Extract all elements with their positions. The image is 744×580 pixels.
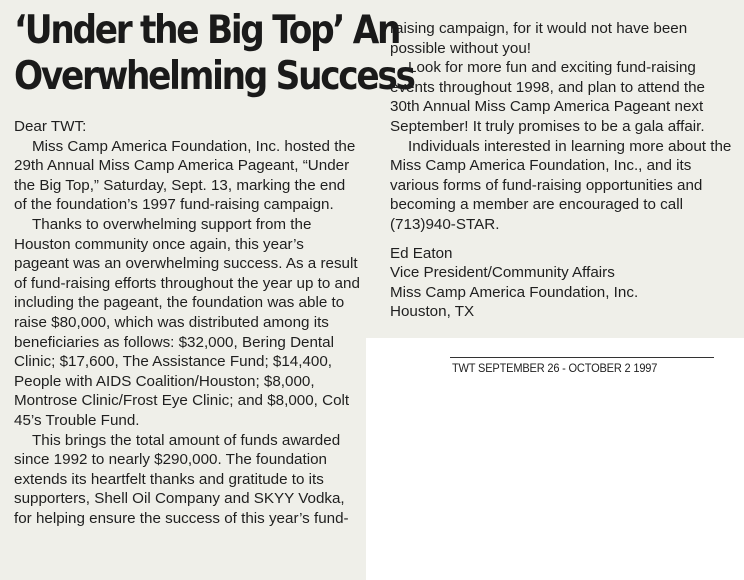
footer-divider	[450, 357, 714, 358]
right-column-text	[390, 19, 734, 322]
paragraph-support: Thanks to overwhelming support from the Houston community once again, this year’s pageant was an overwhelming success. As a result of fund-raising efforts throughout the year up to and including the pageant, the foundation was able to raise $80,000, which was distributed among its beneficiaries as follows: $32,000, Bering Dental Clinic; $17,600, The Assistance Fund; $14,400, People with AIDS Coalition/Houston; $8,000, Montrose Clinic/Frost Eye Clinic; and $8,000, Colt 45’s Trouble Fund.	[14, 215, 360, 429]
headline-line-1: ‘Under the Big Top’ An	[14, 8, 400, 53]
paragraph-total-funds: This brings the total amount of funds awarded since 1992 to nearly $290,000. The foundation extends its heartfelt thanks and gratitude to its supporters, Shell Oil Company and SKYY Vodka, for helping ensure the success of this year’s fund-	[14, 431, 349, 527]
paragraph-continuation: raising campaign, for it would not have been possible without you!	[390, 20, 688, 57]
headline	[14, 8, 414, 100]
headline-line-2: Overwhelming Success	[14, 54, 414, 99]
signature-name: Ed Eaton	[390, 244, 453, 262]
left-column-text	[14, 117, 360, 528]
signature-title: Vice President/Community Affairs	[390, 264, 615, 282]
salutation: Dear TWT:	[14, 118, 87, 135]
paragraph-upcoming-events: Look for more fun and exciting fund-raising events throughout 1998, and plan to attend the 30th Annual Miss Camp America Pageant next September! It truly promises to be a gala affair.	[390, 59, 705, 135]
issue-date-footer: TWT SEPTEMBER 26 - OCTOBER 2 1997	[452, 361, 658, 375]
paragraph-membership: Individuals interested in learning more about the Miss Camp America Foundation, Inc., and its various forms of fund-raising opportunities and becoming a member are encouraged to call (713)940-STAR.	[390, 137, 732, 233]
paragraph-pageant: Miss Camp America Foundation, Inc. hosted the 29th Annual Miss Camp America Pageant, “Under the Big Top,” Saturday, Sept. 13, marking the end of the foundation’s 1997 fund-raising campaign.	[14, 137, 356, 214]
signature-location: Houston, TX	[390, 303, 475, 321]
signature-organization: Miss Camp America Foundation, Inc.	[390, 283, 639, 301]
